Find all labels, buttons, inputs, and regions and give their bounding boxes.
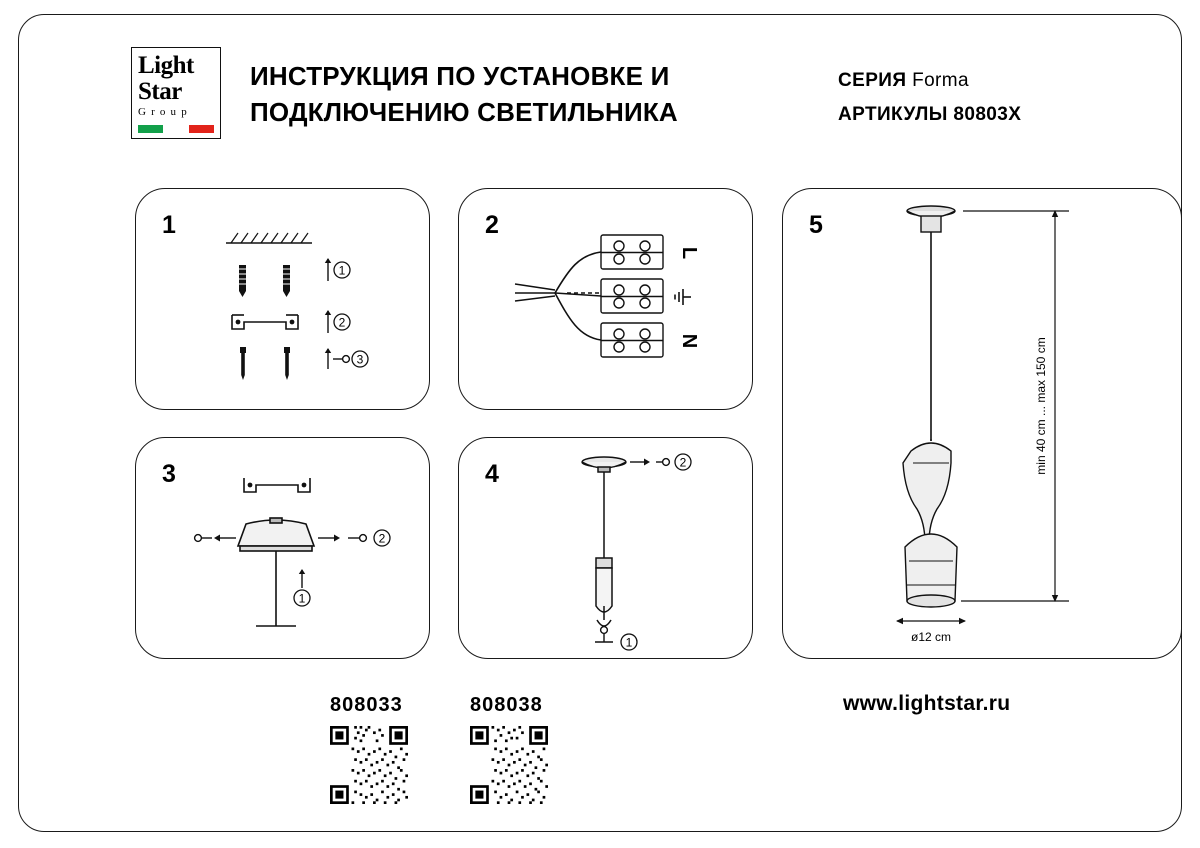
dowel-icon-right	[283, 265, 290, 297]
qr-code-2	[470, 726, 548, 804]
step-number-4: 4	[485, 460, 499, 488]
svg-text:3: 3	[356, 352, 364, 367]
svg-text:1: 1	[338, 263, 346, 278]
svg-text:2: 2	[679, 455, 687, 470]
logo-line-3: G r o u p	[138, 106, 188, 118]
step-1-diagram	[136, 189, 431, 411]
italian-flag-icon	[138, 125, 214, 133]
series-value: Forma	[912, 70, 969, 91]
step-panel-5	[782, 188, 1182, 659]
mounting-bracket-icon	[244, 478, 310, 492]
mounting-bracket-icon	[232, 315, 298, 329]
svg-text:L: L	[678, 246, 700, 260]
series-label: СЕРИЯ	[838, 70, 907, 91]
product-code-2: 808038	[470, 694, 543, 716]
step-number-1: 1	[162, 211, 176, 239]
articles-value: 80803X	[953, 104, 1022, 125]
articles-label: АРТИКУЛЫ	[838, 104, 948, 125]
svg-text:1: 1	[298, 591, 306, 606]
screw-icon-left	[240, 347, 246, 380]
diameter-dimension-label: ø12 cm	[910, 630, 952, 644]
svg-text:1: 1	[625, 635, 633, 650]
logo-line-2: Star	[138, 78, 182, 105]
step-panel-1	[135, 188, 430, 410]
svg-text:2: 2	[378, 531, 386, 546]
series-line	[838, 70, 969, 92]
step-number-5: 5	[809, 211, 823, 239]
page-title	[250, 58, 830, 130]
logo-line-1: Light	[138, 52, 194, 79]
page-title-line-2: ПОДКЛЮЧЕНИЮ СВЕТИЛЬНИКА	[250, 97, 678, 127]
step-3-diagram	[136, 438, 431, 660]
product-code-1: 808033	[330, 694, 403, 716]
screw-icon-right	[284, 347, 290, 380]
articles-line	[838, 104, 1021, 126]
height-dimension-label: min 40 cm ... max 150 cm	[1034, 337, 1048, 475]
step-number-3: 3	[162, 460, 176, 488]
page-title-line-1: ИНСТРУКЦИЯ ПО УСТАНОВКЕ И	[250, 61, 670, 91]
step-panel-2	[458, 188, 753, 410]
step-panel-3	[135, 437, 430, 659]
step-2-diagram	[459, 189, 754, 411]
website-url: www.lightstar.ru	[843, 692, 1011, 715]
qr-code-1	[330, 726, 408, 804]
dowel-icon-left	[239, 265, 246, 297]
step-panel-4	[458, 437, 753, 659]
brand-logo	[131, 47, 221, 139]
svg-text:2: 2	[338, 315, 346, 330]
svg-text:N: N	[678, 333, 700, 349]
step-5-diagram	[783, 189, 1183, 660]
step-number-2: 2	[485, 211, 499, 239]
step-4-diagram	[459, 438, 754, 660]
